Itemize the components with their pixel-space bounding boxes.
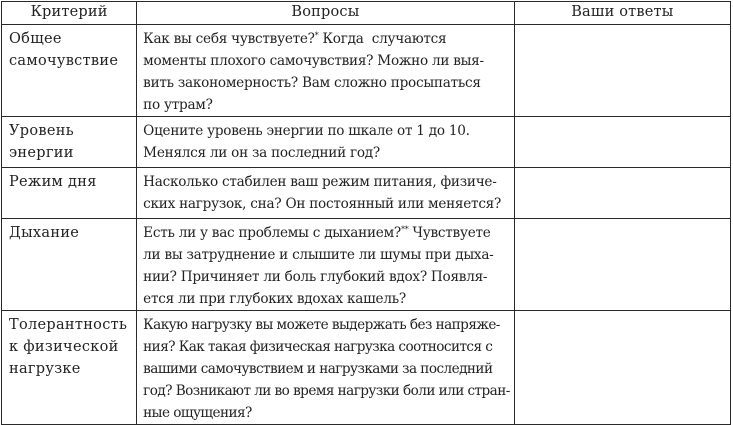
- question-text: Менялся ли он за последний год?: [143, 145, 380, 161]
- question-text: Чувствуете: [408, 225, 491, 241]
- criterion-cell: [2, 219, 137, 311]
- question-text: по утрам?: [143, 97, 213, 113]
- answer-cell[interactable]: [514, 311, 730, 425]
- criterion-cell: [2, 25, 137, 117]
- criterion-text: Общее: [9, 31, 62, 47]
- question-text: ные ощущения?: [143, 405, 252, 421]
- table-row: [2, 168, 731, 219]
- answer-cell[interactable]: [514, 219, 730, 311]
- question-text: год? Возникают ли во время нагрузки боли или стран-: [143, 383, 510, 399]
- question-text: моменты плохого самочувствия? Можно ли выя-: [143, 53, 484, 69]
- footnote-marker: **: [400, 225, 409, 234]
- question-text: Насколько стабилен ваш режим питания, физиче-: [143, 174, 497, 190]
- question-text: ских нагрузок, сна? Он постоянный или меняется?: [143, 196, 502, 212]
- question-text: Оцените уровень энергии по шкале от 1 до 10.: [143, 123, 470, 139]
- answer-cell[interactable]: [514, 168, 730, 219]
- criterion-text: Режим дня: [9, 174, 97, 190]
- criterion-text: нагрузке: [9, 361, 81, 377]
- criterion-text: энергии: [9, 145, 74, 161]
- question-cell: [137, 117, 515, 168]
- criterion-text: Дыхание: [9, 225, 80, 241]
- question-cell: [137, 25, 515, 117]
- question-text: Когда случаются: [318, 31, 447, 47]
- table-row: [2, 311, 731, 425]
- criterion-text: самочувствие: [9, 53, 119, 69]
- table-row: [2, 117, 731, 168]
- question-text: ли вы затруднение и слышите ли шумы при дыха-: [143, 247, 494, 263]
- question-cell: [137, 168, 515, 219]
- header-row: [2, 2, 731, 25]
- criterion-cell: [2, 311, 137, 425]
- assessment-table: [1, 1, 731, 425]
- criterion-text: Толерантность: [9, 317, 128, 333]
- question-text: вить закономерность? Вам сложно просыпаться: [143, 75, 481, 91]
- question-text: ется ли при глубоких вдохах кашель?: [143, 291, 406, 307]
- answer-cell[interactable]: [514, 117, 730, 168]
- criterion-text: к физической: [9, 339, 119, 355]
- table-row: [2, 219, 731, 311]
- criterion-cell: [2, 117, 137, 168]
- question-cell: [137, 219, 515, 311]
- question-text: Как вы себя чувствуете?: [143, 31, 315, 47]
- question-text: Есть ли у вас проблемы с дыханием?: [143, 225, 401, 241]
- footnote-marker: *: [314, 31, 319, 40]
- question-cell: [137, 311, 515, 425]
- question-text: вашими самочувствием и нагрузками за последний: [143, 361, 493, 377]
- criterion-text: Уровень: [9, 123, 74, 139]
- table-row: [2, 25, 731, 117]
- header-criterion: Критерий: [2, 2, 137, 25]
- question-text: Какую нагрузку вы можете выдержать без напряже-: [143, 317, 500, 333]
- answer-cell[interactable]: [514, 25, 730, 117]
- criterion-cell: [2, 168, 137, 219]
- question-text: ния? Как такая физическая нагрузка соотносится с: [143, 339, 493, 355]
- question-text: нии? Причиняет ли боль глубокий вдох? Появля-: [143, 269, 488, 285]
- header-questions: Вопросы: [137, 2, 515, 25]
- header-answers: Ваши ответы: [514, 2, 730, 25]
